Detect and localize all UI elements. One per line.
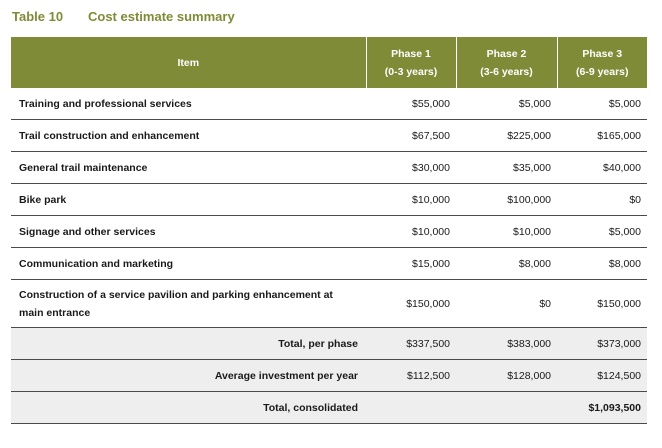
row-phase-2: $100,000 (456, 184, 557, 216)
summary-phase-1: $112,500 (366, 360, 456, 392)
header-phase-1-years: (0-3 years) (384, 65, 438, 78)
summary-phase-2: $128,000 (456, 360, 557, 392)
table-row (11, 184, 647, 216)
row-phase-3: $40,000 (557, 152, 647, 184)
header-phase-2-name: Phase 2 (486, 47, 527, 60)
row-phase-1: $55,000 (366, 88, 456, 120)
row-item: Construction of a service pavilion and parking enhancement at main entrance (11, 280, 366, 328)
summary-row-total-per-phase (11, 328, 647, 360)
summary-label: Average investment per year (11, 360, 366, 392)
header-phase-3-years: (6-9 years) (575, 65, 629, 78)
row-phase-1: $30,000 (366, 152, 456, 184)
table-row (11, 152, 647, 184)
table-caption (12, 9, 235, 27)
row-phase-1: $15,000 (366, 248, 456, 280)
summary-row-total-consolidated (11, 392, 647, 424)
row-item: Trail construction and enhancement (11, 120, 366, 152)
row-phase-3: $8,000 (557, 248, 647, 280)
row-item: Signage and other services (11, 216, 366, 248)
row-phase-2: $5,000 (456, 88, 557, 120)
table-title: Cost estimate summary (88, 9, 235, 24)
table-row (11, 88, 647, 120)
row-phase-1: $10,000 (366, 184, 456, 216)
header-phase-3-name: Phase 3 (582, 47, 623, 60)
header-phase-3 (557, 37, 647, 88)
row-phase-2: $0 (456, 280, 557, 328)
header-phase-2 (456, 37, 557, 88)
row-item: Communication and marketing (11, 248, 366, 280)
summary-label: Total, per phase (11, 328, 366, 360)
summary-label: Total, consolidated (11, 392, 366, 424)
row-phase-3: $150,000 (557, 280, 647, 328)
row-phase-2: $225,000 (456, 120, 557, 152)
row-phase-2: $35,000 (456, 152, 557, 184)
table-row (11, 216, 647, 248)
table-number: Table 10 (12, 9, 64, 24)
row-phase-3: $165,000 (557, 120, 647, 152)
row-phase-3: $0 (557, 184, 647, 216)
summary-phase-1: $337,500 (366, 328, 456, 360)
table-row (11, 120, 647, 152)
summary-phase-2 (456, 392, 557, 424)
summary-phase-3: $1,093,500 (557, 392, 647, 424)
header-item: Item (11, 37, 366, 88)
table-row (11, 248, 647, 280)
row-phase-2: $10,000 (456, 216, 557, 248)
summary-phase-3: $124,500 (557, 360, 647, 392)
row-phase-3: $5,000 (557, 216, 647, 248)
row-phase-1: $10,000 (366, 216, 456, 248)
row-phase-3: $5,000 (557, 88, 647, 120)
summary-phase-1 (366, 392, 456, 424)
row-phase-1: $150,000 (366, 280, 456, 328)
summary-phase-2: $383,000 (456, 328, 557, 360)
header-phase-1-name: Phase 1 (391, 47, 431, 60)
summary-phase-3: $373,000 (557, 328, 647, 360)
row-item: Training and professional services (11, 88, 366, 120)
row-phase-1: $67,500 (366, 120, 456, 152)
row-phase-2: $8,000 (456, 248, 557, 280)
row-item: Bike park (11, 184, 366, 216)
summary-row-average-per-year (11, 360, 647, 392)
row-item: General trail maintenance (11, 152, 366, 184)
header-row (11, 37, 647, 88)
header-phase-2-years: (3-6 years) (480, 65, 533, 78)
cost-estimate-table (11, 37, 647, 424)
header-phase-1 (366, 37, 456, 88)
table-row (11, 280, 647, 328)
